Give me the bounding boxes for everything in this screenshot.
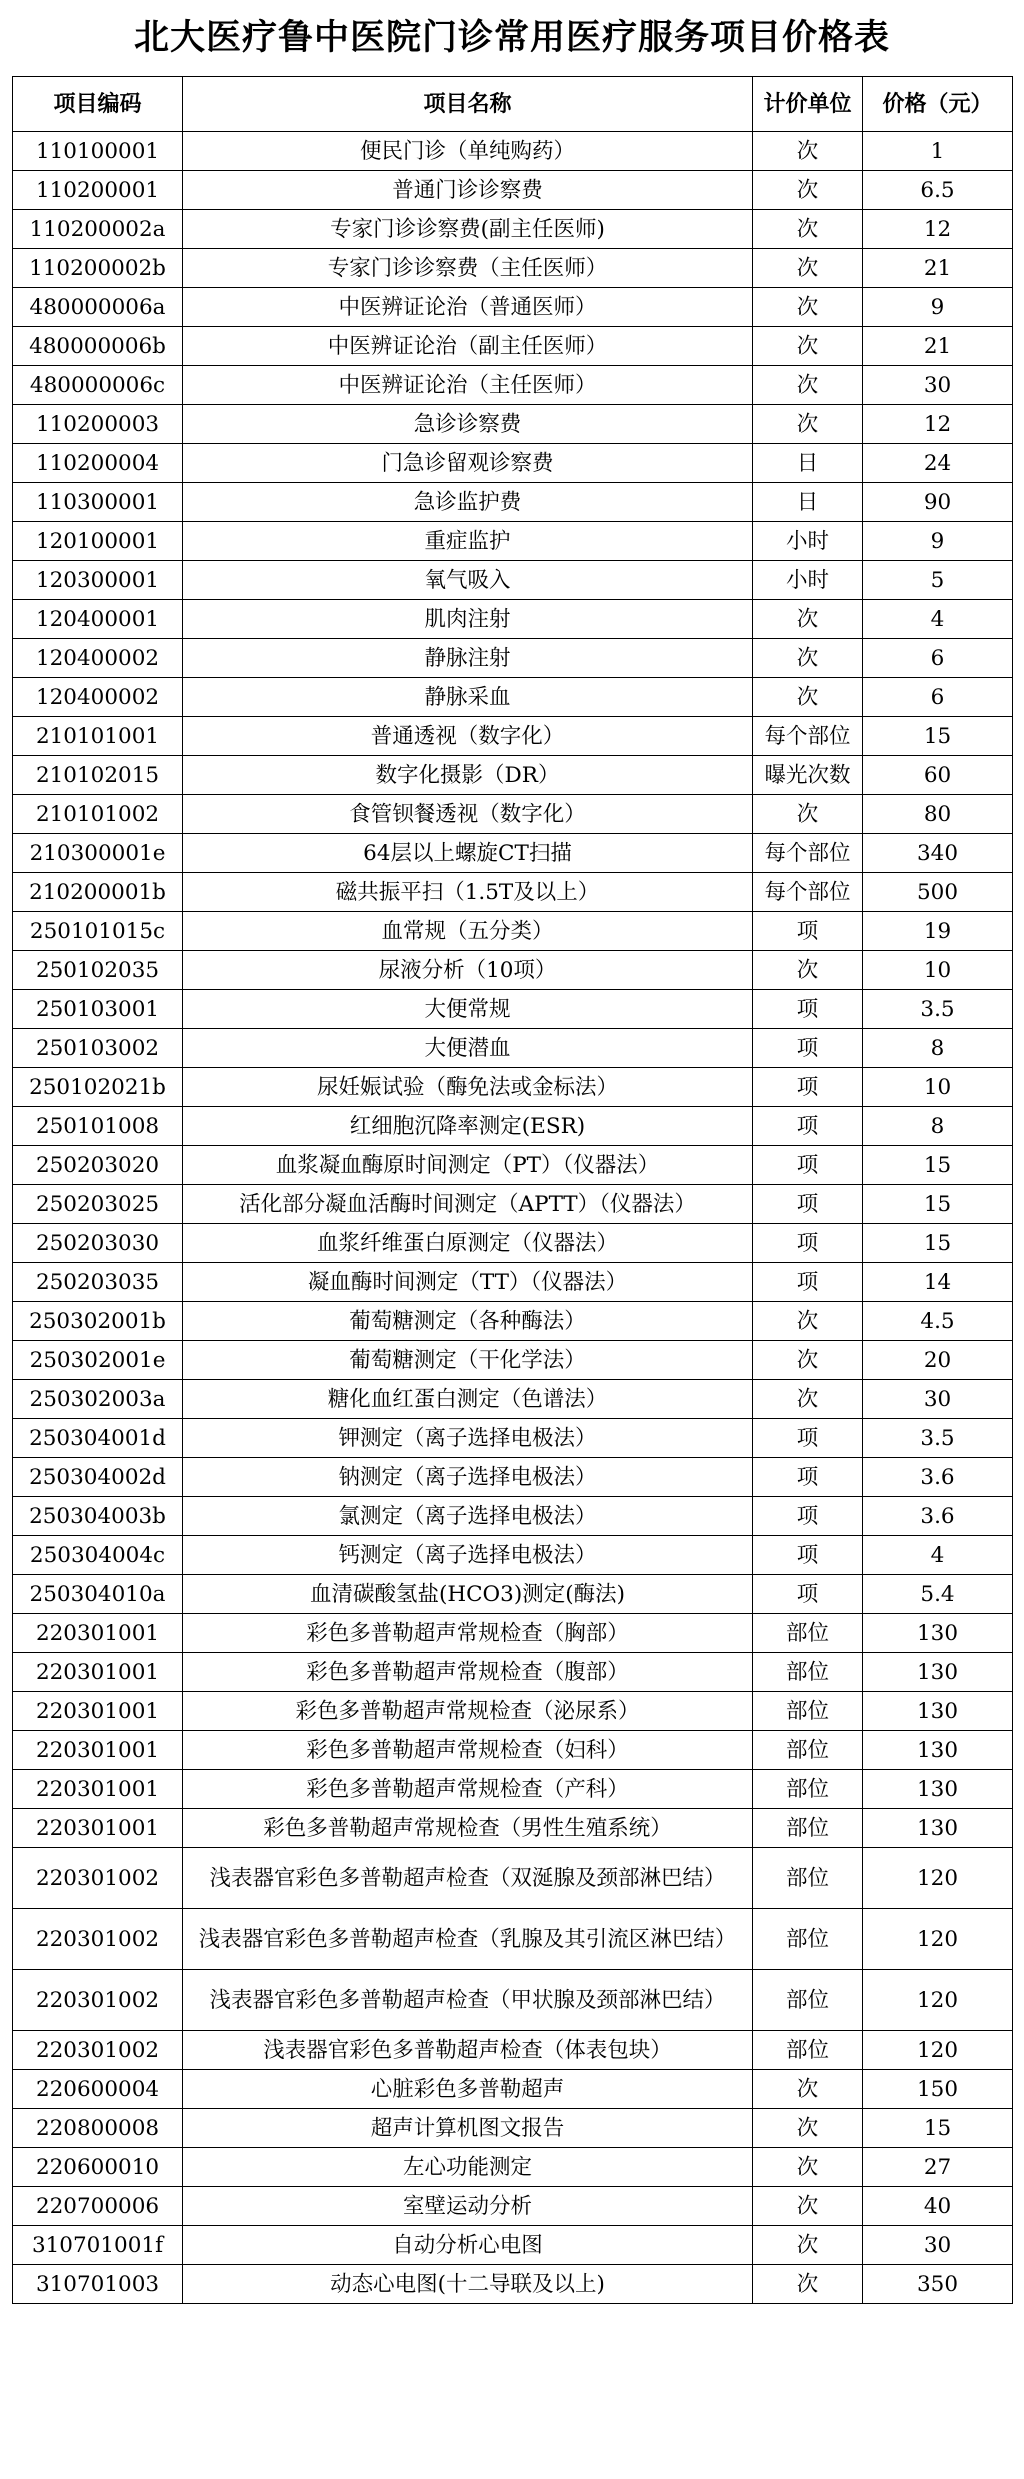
table-row	[13, 405, 1013, 444]
cell-price: 120	[863, 2031, 1013, 2070]
cell-price: 130	[863, 1809, 1013, 1848]
table-row	[13, 327, 1013, 366]
cell-name: 大便常规	[183, 990, 753, 1029]
table-row	[13, 210, 1013, 249]
cell-name: 左心功能测定	[183, 2148, 753, 2187]
table-row	[13, 1107, 1013, 1146]
cell-code: 250203035	[13, 1263, 183, 1302]
table-row	[13, 2070, 1013, 2109]
table-row	[13, 1029, 1013, 1068]
cell-price: 130	[863, 1614, 1013, 1653]
cell-name: 钾测定（离子选择电极法）	[183, 1419, 753, 1458]
cell-code: 220301002	[13, 2031, 183, 2070]
table-row	[13, 1809, 1013, 1848]
cell-code: 250203025	[13, 1185, 183, 1224]
cell-name: 血浆纤维蛋白原测定（仪器法）	[183, 1224, 753, 1263]
cell-price: 24	[863, 444, 1013, 483]
cell-code: 110300001	[13, 483, 183, 522]
table-row	[13, 756, 1013, 795]
table-row	[13, 288, 1013, 327]
cell-name: 超声计算机图文报告	[183, 2109, 753, 2148]
table-row	[13, 1848, 1013, 1909]
cell-unit: 项	[753, 1263, 863, 1302]
cell-name: 血浆凝血酶原时间测定（PT）（仪器法）	[183, 1146, 753, 1185]
cell-name: 大便潜血	[183, 1029, 753, 1068]
cell-price: 9	[863, 522, 1013, 561]
cell-price: 21	[863, 327, 1013, 366]
cell-code: 120400001	[13, 600, 183, 639]
header-code: 项目编码	[13, 77, 183, 132]
cell-price: 5	[863, 561, 1013, 600]
cell-code: 120300001	[13, 561, 183, 600]
cell-code: 310701001f	[13, 2226, 183, 2265]
cell-code: 250302001e	[13, 1341, 183, 1380]
cell-unit: 每个部位	[753, 834, 863, 873]
cell-name: 凝血酶时间测定（TT）（仪器法）	[183, 1263, 753, 1302]
table-row	[13, 1263, 1013, 1302]
cell-unit: 部位	[753, 1692, 863, 1731]
cell-name: 急诊监护费	[183, 483, 753, 522]
table-row	[13, 2148, 1013, 2187]
cell-name: 彩色多普勒超声常规检查（腹部）	[183, 1653, 753, 1692]
cell-price: 4	[863, 1536, 1013, 1575]
cell-name: 彩色多普勒超声常规检查（产科）	[183, 1770, 753, 1809]
cell-unit: 日	[753, 444, 863, 483]
cell-price: 21	[863, 249, 1013, 288]
cell-name: 中医辨证论治（副主任医师）	[183, 327, 753, 366]
table-row	[13, 1224, 1013, 1263]
table-row	[13, 1341, 1013, 1380]
cell-unit: 曝光次数	[753, 756, 863, 795]
cell-unit: 部位	[753, 1809, 863, 1848]
cell-code: 220301001	[13, 1614, 183, 1653]
cell-name: 葡萄糖测定（干化学法）	[183, 1341, 753, 1380]
cell-code: 250302001b	[13, 1302, 183, 1341]
cell-unit: 次	[753, 600, 863, 639]
cell-price: 5.4	[863, 1575, 1013, 1614]
cell-price: 1	[863, 132, 1013, 171]
table-row	[13, 1614, 1013, 1653]
cell-unit: 部位	[753, 1970, 863, 2031]
cell-name: 中医辨证论治（普通医师）	[183, 288, 753, 327]
cell-name: 彩色多普勒超声常规检查（妇科）	[183, 1731, 753, 1770]
price-table	[12, 76, 1013, 2304]
cell-name: 专家门诊诊察费(副主任医师)	[183, 210, 753, 249]
cell-name: 自动分析心电图	[183, 2226, 753, 2265]
cell-name: 静脉采血	[183, 678, 753, 717]
cell-code: 220301001	[13, 1731, 183, 1770]
table-row	[13, 951, 1013, 990]
cell-name: 钙测定（离子选择电极法）	[183, 1536, 753, 1575]
cell-price: 90	[863, 483, 1013, 522]
table-row	[13, 1970, 1013, 2031]
cell-name: 室壁运动分析	[183, 2187, 753, 2226]
cell-name: 静脉注射	[183, 639, 753, 678]
cell-price: 40	[863, 2187, 1013, 2226]
cell-unit: 部位	[753, 2031, 863, 2070]
cell-unit: 次	[753, 1302, 863, 1341]
cell-price: 3.6	[863, 1497, 1013, 1536]
cell-price: 3.6	[863, 1458, 1013, 1497]
table-row	[13, 1653, 1013, 1692]
cell-name: 重症监护	[183, 522, 753, 561]
cell-unit: 次	[753, 405, 863, 444]
cell-unit: 次	[753, 288, 863, 327]
cell-code: 250302003a	[13, 1380, 183, 1419]
cell-unit: 项	[753, 990, 863, 1029]
table-row	[13, 990, 1013, 1029]
cell-name: 便民门诊（单纯购药）	[183, 132, 753, 171]
cell-name: 氯测定（离子选择电极法）	[183, 1497, 753, 1536]
cell-name: 专家门诊诊察费（主任医师）	[183, 249, 753, 288]
cell-code: 110200002a	[13, 210, 183, 249]
table-row	[13, 1497, 1013, 1536]
cell-price: 150	[863, 2070, 1013, 2109]
cell-unit: 小时	[753, 561, 863, 600]
table-row	[13, 1770, 1013, 1809]
cell-code: 250203020	[13, 1146, 183, 1185]
cell-unit: 项	[753, 1497, 863, 1536]
cell-code: 250101008	[13, 1107, 183, 1146]
cell-price: 15	[863, 1185, 1013, 1224]
table-row	[13, 1458, 1013, 1497]
cell-name: 浅表器官彩色多普勒超声检查（甲状腺及颈部淋巴结）	[183, 1970, 753, 2031]
cell-name: 肌肉注射	[183, 600, 753, 639]
cell-unit: 部位	[753, 1614, 863, 1653]
table-row	[13, 1419, 1013, 1458]
cell-price: 130	[863, 1731, 1013, 1770]
cell-name: 64层以上螺旋CT扫描	[183, 834, 753, 873]
cell-name: 磁共振平扫（1.5T及以上）	[183, 873, 753, 912]
cell-price: 500	[863, 873, 1013, 912]
cell-code: 110200003	[13, 405, 183, 444]
cell-price: 4	[863, 600, 1013, 639]
cell-unit: 项	[753, 1224, 863, 1263]
table-row	[13, 1692, 1013, 1731]
cell-price: 12	[863, 405, 1013, 444]
cell-name: 急诊诊察费	[183, 405, 753, 444]
table-row	[13, 2265, 1013, 2304]
cell-name: 氧气吸入	[183, 561, 753, 600]
cell-unit: 次	[753, 249, 863, 288]
cell-unit: 次	[753, 210, 863, 249]
cell-code: 220301001	[13, 1770, 183, 1809]
cell-name: 糖化血红蛋白测定（色谱法）	[183, 1380, 753, 1419]
cell-unit: 项	[753, 1146, 863, 1185]
cell-price: 6	[863, 639, 1013, 678]
table-body	[13, 132, 1013, 2304]
cell-unit: 次	[753, 2070, 863, 2109]
cell-unit: 部位	[753, 1653, 863, 1692]
cell-price: 15	[863, 717, 1013, 756]
cell-unit: 项	[753, 1029, 863, 1068]
cell-price: 120	[863, 1848, 1013, 1909]
table-row	[13, 132, 1013, 171]
cell-name: 尿液分析（10项）	[183, 951, 753, 990]
page-title: 北大医疗鲁中医院门诊常用医疗服务项目价格表	[133, 18, 890, 58]
header-name: 项目名称	[183, 77, 753, 132]
cell-price: 10	[863, 951, 1013, 990]
cell-price: 130	[863, 1653, 1013, 1692]
cell-unit: 日	[753, 483, 863, 522]
table-row	[13, 561, 1013, 600]
cell-price: 30	[863, 366, 1013, 405]
cell-unit: 次	[753, 132, 863, 171]
cell-name: 尿妊娠试验（酶免法或金标法）	[183, 1068, 753, 1107]
header-unit: 计价单位	[753, 77, 863, 132]
cell-code: 250304004c	[13, 1536, 183, 1575]
table-row	[13, 912, 1013, 951]
cell-price: 15	[863, 1224, 1013, 1263]
cell-unit: 次	[753, 2187, 863, 2226]
cell-price: 9	[863, 288, 1013, 327]
table-row	[13, 249, 1013, 288]
cell-price: 15	[863, 2109, 1013, 2148]
cell-name: 钠测定（离子选择电极法）	[183, 1458, 753, 1497]
cell-code: 250304001d	[13, 1419, 183, 1458]
cell-code: 250304010a	[13, 1575, 183, 1614]
cell-code: 250102021b	[13, 1068, 183, 1107]
cell-name: 红细胞沉降率测定(ESR)	[183, 1107, 753, 1146]
cell-code: 220600004	[13, 2070, 183, 2109]
cell-unit: 部位	[753, 1848, 863, 1909]
cell-code: 250101015c	[13, 912, 183, 951]
cell-code: 110100001	[13, 132, 183, 171]
cell-price: 130	[863, 1770, 1013, 1809]
cell-unit: 次	[753, 171, 863, 210]
cell-code: 110200002b	[13, 249, 183, 288]
cell-name: 动态心电图(十二导联及以上)	[183, 2265, 753, 2304]
cell-code: 250203030	[13, 1224, 183, 1263]
cell-code: 220800008	[13, 2109, 183, 2148]
cell-price: 80	[863, 795, 1013, 834]
cell-unit: 次	[753, 366, 863, 405]
table-row	[13, 483, 1013, 522]
cell-name: 心脏彩色多普勒超声	[183, 2070, 753, 2109]
table-row	[13, 678, 1013, 717]
cell-unit: 项	[753, 1419, 863, 1458]
table-row	[13, 717, 1013, 756]
cell-price: 14	[863, 1263, 1013, 1302]
cell-price: 15	[863, 1146, 1013, 1185]
table-row	[13, 366, 1013, 405]
cell-name: 浅表器官彩色多普勒超声检查（乳腺及其引流区淋巴结）	[183, 1909, 753, 1970]
cell-name: 葡萄糖测定（各种酶法）	[183, 1302, 753, 1341]
table-row	[13, 2226, 1013, 2265]
cell-name: 彩色多普勒超声常规检查（胸部）	[183, 1614, 753, 1653]
header-price: 价格（元）	[863, 77, 1013, 132]
cell-unit: 项	[753, 912, 863, 951]
cell-code: 220301001	[13, 1809, 183, 1848]
cell-name: 彩色多普勒超声常规检查（男性生殖系统）	[183, 1809, 753, 1848]
table-row	[13, 639, 1013, 678]
cell-code: 210300001e	[13, 834, 183, 873]
table-row	[13, 1380, 1013, 1419]
cell-price: 130	[863, 1692, 1013, 1731]
cell-unit: 次	[753, 2226, 863, 2265]
cell-code: 220301002	[13, 1970, 183, 2031]
cell-code: 310701003	[13, 2265, 183, 2304]
cell-code: 120100001	[13, 522, 183, 561]
cell-price: 120	[863, 1970, 1013, 2031]
table-row	[13, 795, 1013, 834]
cell-unit: 次	[753, 1341, 863, 1380]
cell-unit: 次	[753, 2265, 863, 2304]
cell-unit: 项	[753, 1458, 863, 1497]
cell-unit: 次	[753, 2148, 863, 2187]
cell-code: 220301001	[13, 1692, 183, 1731]
table-row	[13, 1575, 1013, 1614]
table-row	[13, 444, 1013, 483]
cell-code: 120400002	[13, 639, 183, 678]
cell-price: 350	[863, 2265, 1013, 2304]
cell-price: 12	[863, 210, 1013, 249]
cell-name: 门急诊留观诊察费	[183, 444, 753, 483]
table-row	[13, 1146, 1013, 1185]
table-row	[13, 2109, 1013, 2148]
cell-price: 340	[863, 834, 1013, 873]
cell-unit: 部位	[753, 1731, 863, 1770]
table-row	[13, 1185, 1013, 1224]
cell-name: 浅表器官彩色多普勒超声检查（双涎腺及颈部淋巴结）	[183, 1848, 753, 1909]
table-row	[13, 2031, 1013, 2070]
cell-code: 220301002	[13, 1848, 183, 1909]
cell-unit: 项	[753, 1575, 863, 1614]
cell-code: 110200001	[13, 171, 183, 210]
cell-unit: 每个部位	[753, 717, 863, 756]
cell-name: 血清碳酸氢盐(HCO3)测定(酶法)	[183, 1575, 753, 1614]
cell-price: 8	[863, 1029, 1013, 1068]
cell-price: 3.5	[863, 1419, 1013, 1458]
cell-price: 20	[863, 1341, 1013, 1380]
cell-code: 220301002	[13, 1909, 183, 1970]
cell-unit: 次	[753, 951, 863, 990]
cell-unit: 项	[753, 1185, 863, 1224]
table-row	[13, 600, 1013, 639]
cell-name: 浅表器官彩色多普勒超声检查（体表包块）	[183, 2031, 753, 2070]
cell-price: 10	[863, 1068, 1013, 1107]
cell-code: 210200001b	[13, 873, 183, 912]
cell-unit: 部位	[753, 1770, 863, 1809]
table-row	[13, 1909, 1013, 1970]
cell-unit: 部位	[753, 1909, 863, 1970]
cell-name: 血常规（五分类）	[183, 912, 753, 951]
table-row	[13, 522, 1013, 561]
cell-name: 普通门诊诊察费	[183, 171, 753, 210]
cell-code: 480000006c	[13, 366, 183, 405]
cell-code: 210101002	[13, 795, 183, 834]
cell-code: 220700006	[13, 2187, 183, 2226]
table-row	[13, 1536, 1013, 1575]
cell-unit: 次	[753, 678, 863, 717]
cell-code: 110200004	[13, 444, 183, 483]
cell-unit: 次	[753, 639, 863, 678]
table-row	[13, 2187, 1013, 2226]
cell-unit: 项	[753, 1536, 863, 1575]
cell-name: 中医辨证论治（主任医师）	[183, 366, 753, 405]
cell-code: 480000006a	[13, 288, 183, 327]
cell-code: 250304003b	[13, 1497, 183, 1536]
cell-unit: 次	[753, 327, 863, 366]
cell-code: 210101001	[13, 717, 183, 756]
cell-price: 8	[863, 1107, 1013, 1146]
cell-unit: 次	[753, 2109, 863, 2148]
cell-unit: 次	[753, 795, 863, 834]
table-row	[13, 1731, 1013, 1770]
cell-unit: 项	[753, 1107, 863, 1146]
cell-price: 3.5	[863, 990, 1013, 1029]
table-row	[13, 171, 1013, 210]
cell-price: 30	[863, 1380, 1013, 1419]
cell-unit: 项	[753, 1068, 863, 1107]
cell-name: 普通透视（数字化）	[183, 717, 753, 756]
cell-code: 250102035	[13, 951, 183, 990]
cell-name: 彩色多普勒超声常规检查（泌尿系）	[183, 1692, 753, 1731]
table-row	[13, 834, 1013, 873]
cell-code: 250304002d	[13, 1458, 183, 1497]
cell-code: 220600010	[13, 2148, 183, 2187]
cell-code: 480000006b	[13, 327, 183, 366]
cell-name: 数字化摄影（DR）	[183, 756, 753, 795]
cell-code: 250103002	[13, 1029, 183, 1068]
cell-price: 30	[863, 2226, 1013, 2265]
table-row	[13, 1068, 1013, 1107]
table-header-row	[13, 77, 1013, 132]
table-row	[13, 1302, 1013, 1341]
cell-code: 210102015	[13, 756, 183, 795]
cell-price: 4.5	[863, 1302, 1013, 1341]
cell-price: 19	[863, 912, 1013, 951]
cell-price: 27	[863, 2148, 1013, 2187]
cell-price: 6	[863, 678, 1013, 717]
cell-unit: 每个部位	[753, 873, 863, 912]
cell-code: 250103001	[13, 990, 183, 1029]
cell-name: 活化部分凝血活酶时间测定（APTT）（仪器法）	[183, 1185, 753, 1224]
cell-price: 60	[863, 756, 1013, 795]
cell-code: 220301001	[13, 1653, 183, 1692]
cell-price: 6.5	[863, 171, 1013, 210]
cell-code: 120400002	[13, 678, 183, 717]
cell-unit: 次	[753, 1380, 863, 1419]
table-row	[13, 873, 1013, 912]
cell-unit: 小时	[753, 522, 863, 561]
cell-name: 食管钡餐透视（数字化）	[183, 795, 753, 834]
cell-price: 120	[863, 1909, 1013, 1970]
